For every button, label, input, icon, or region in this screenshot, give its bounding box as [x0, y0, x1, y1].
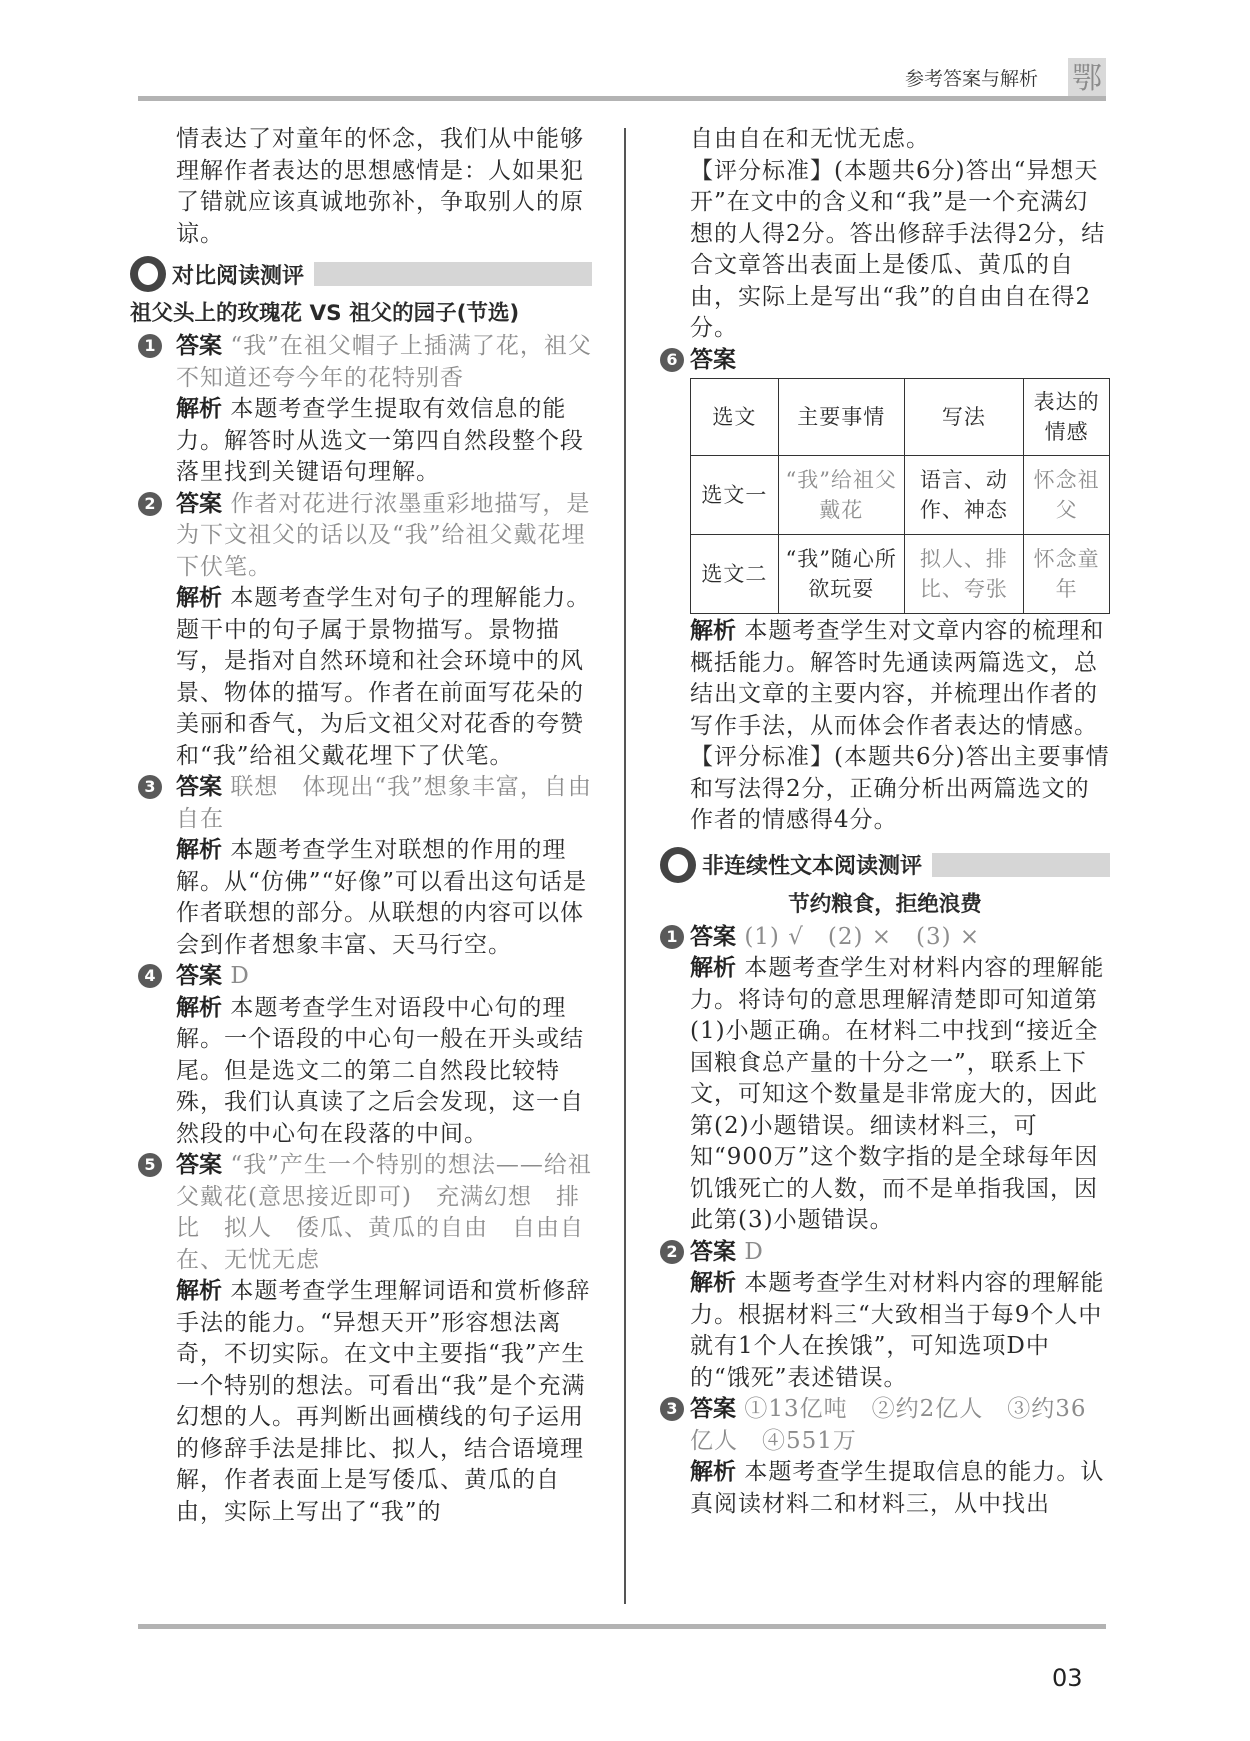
analysis-label: 解析 — [690, 955, 736, 981]
analysis-label: 解析 — [176, 396, 222, 422]
question-item — [130, 489, 592, 773]
continued-text: 自由自在和无忧无虑。 — [690, 126, 930, 152]
table-cell: 拟人、排比、夸张 — [904, 535, 1024, 614]
table-header-cell: 选文 — [691, 379, 779, 456]
answer-label: 答案 — [690, 923, 736, 950]
answer-label: 答案 — [176, 333, 222, 359]
bottom-rule — [138, 1624, 1106, 1629]
question-number: 6 — [660, 348, 684, 372]
answer-label: 答案 — [176, 963, 222, 989]
question-item — [660, 1394, 1110, 1520]
question-number: 2 — [660, 1240, 684, 1264]
answer-label: 答案 — [176, 1152, 222, 1178]
right-column — [660, 124, 1110, 1520]
question-item — [660, 922, 1110, 1237]
analysis-label: 解析 — [176, 585, 222, 611]
answer-text: D — [230, 963, 250, 989]
answer-label: 答案 — [690, 346, 736, 373]
table-header-cell: 表达的情感 — [1024, 379, 1110, 456]
answer-text: “我”在祖父帽子上插满了花，祖父不知道还夸今年的花特别香 — [176, 333, 592, 391]
analysis-text: 本题考查学生对材料内容的理解能力。根据材料三“大致相当于每9个人中就有1个人在挨饿”，可知选项D中的“饿死”表述错误。 — [690, 1270, 1105, 1391]
section-bar — [932, 853, 1110, 877]
left-column — [130, 124, 592, 1528]
answer-label: 答案 — [176, 774, 222, 800]
question-item — [660, 1237, 1110, 1395]
analysis-text: 本题考查学生对联想的作用的理解。从“仿佛”“好像”可以看出这句话是作者联想的部分。从联想的内容可以体会到作者想象丰富、天马行空。 — [176, 837, 588, 958]
question-number: 3 — [138, 775, 162, 799]
section-header-comparison — [130, 256, 592, 292]
top-rule — [138, 96, 1106, 101]
article-subtitle: 节约粮食，拒绝浪费 — [788, 891, 982, 917]
table-header-cell: 写法 — [904, 379, 1024, 456]
analysis-text: 本题考查学生对文章内容的梳理和概括能力。解答时先通读两篇选文，总结出文章的主要内容，并梳理出作者的写作手法，从而体会作者表达的情感。 — [690, 618, 1105, 739]
question-number: 5 — [138, 1153, 162, 1177]
analysis-text: 本题考查学生提取有效信息的能力。解答时从选文一第四自然段整个段落里找到关键语句理解。 — [176, 396, 584, 485]
page-number: 03 — [1052, 1664, 1083, 1692]
question-number: 4 — [138, 964, 162, 988]
answer-text: (1) √ (2) × (3) × — [744, 923, 981, 950]
question-number: 2 — [138, 492, 162, 516]
analysis-text: 本题考查学生提取信息的能力。认真阅读材料二和材料三，从中找出 — [690, 1459, 1105, 1517]
question-item — [130, 1150, 592, 1528]
section-title: 非连续性文本阅读测评 — [702, 854, 923, 879]
article-subtitle: 祖父头上的玫瑰花 VS 祖父的园子(节选) — [130, 301, 520, 326]
answer-label: 答案 — [690, 1238, 736, 1265]
reader-avatar-icon — [130, 256, 166, 292]
answer-text: “我”产生一个特别的想法——给祖父戴花(意思接近即可) 充满幻想 排比 拟人 倭瓜、黄瓜的自由 自由自在、无忧无虑 — [176, 1152, 592, 1273]
analysis-text: 本题考查学生对材料内容的理解能力。将诗句的意思理解清楚即可知道第(1)小题正确。在材料二中找到“接近全国粮食总产量的十分之一”，联系上下文，可知这个数量是非常庞大的，因此第(2)小题错误。细读材料三，可知“900万”这个数字指的是全球每年因饥饿死亡的人数，而不是单指我国，因此第(3)小题错误。 — [690, 955, 1105, 1233]
header-title: 参考答案与解析 — [905, 68, 1039, 90]
answer-text: 作者对花进行浓墨重彩地描写，是为下文祖父的话以及“我”给祖父戴花埋下伏笔。 — [176, 490, 591, 580]
table-cell: 怀念童年 — [1024, 535, 1110, 614]
section-header-noncontinuous — [660, 847, 1110, 883]
table-header-cell: 主要事情 — [778, 379, 904, 456]
answer-label: 答案 — [690, 1396, 736, 1422]
table-cell: 语言、动作、神态 — [904, 456, 1024, 535]
column-divider — [624, 128, 626, 1604]
answer-table — [690, 378, 1110, 614]
score-criteria: 【评分标准】(本题共6分)答出主要事情和写法得2分，正确分析出两篇选文的作者的情感得4分。 — [690, 744, 1110, 833]
table-cell: 选文二 — [691, 535, 779, 614]
analysis-text: 本题考查学生对句子的理解能力。题干中的句子属于景物描写。景物描写，是指对自然环境和社会环境中的风景、物体的描写。作者在前面写花朵的美丽和香气，为后文祖父对花香的夸赞和“我”给祖父戴花埋下了伏笔。 — [176, 585, 591, 769]
question-number: 1 — [660, 925, 684, 949]
question-number: 1 — [138, 334, 162, 358]
reader-avatar-icon — [660, 847, 696, 883]
answer-text: D — [744, 1238, 764, 1265]
question-item — [130, 961, 592, 1150]
table-row — [691, 535, 1110, 614]
table-cell: 怀念祖父 — [1024, 456, 1110, 535]
analysis-text: 本题考查学生对语段中心句的理解。一个语段的中心句一般在开头或结尾。但是选文二的第二自然段比较特殊，我们认真读了之后会发现，这一自然段的中心句在段落的中间。 — [176, 994, 584, 1147]
table-header-row — [691, 379, 1110, 456]
header-badge: 鄂 — [1068, 58, 1106, 100]
question-number: 3 — [660, 1397, 684, 1421]
answer-text: 联想 体现出“我”想象丰富，自由自在 — [176, 774, 592, 832]
analysis-label: 解析 — [690, 1270, 736, 1296]
section-title: 对比阅读测评 — [172, 263, 305, 289]
table-cell: 选文一 — [691, 456, 779, 535]
score-criteria: 【评分标准】(本题共6分)答出“异想天开”在文中的含义和“我”是一个充满幻想的人得2分。答出修辞手法得2分，结合文章答出表面上是倭瓜、黄瓜的自由，实际上是写出“我”的自由自在得2分。 — [690, 157, 1106, 341]
table-cell: “我”随心所欲玩耍 — [778, 535, 904, 614]
analysis-label: 解析 — [690, 618, 736, 644]
analysis-label: 解析 — [690, 1459, 736, 1485]
table-row — [691, 456, 1110, 535]
analysis-text: 本题考查学生理解词语和赏析修辞手法的能力。“异想天开”形容想法离奇，不切实际。在文中主要指“我”产生一个特别的想法。可看出“我”是个充满幻想的人。再判断出画横线的句子运用的修辞手法是排比、拟人，结合语境理解，作者表面上是写倭瓜、黄瓜的自由，实际上写出了“我”的 — [176, 1278, 591, 1525]
intro-paragraph: 情表达了对童年的怀念，我们从中能够理解作者表达的思想感情是：人如果犯了错就应该真诚地弥补，争取别人的原谅。 — [176, 126, 584, 247]
answer-label: 答案 — [176, 490, 222, 517]
question-item — [130, 331, 592, 489]
analysis-label: 解析 — [176, 1278, 222, 1304]
answer-text: ①13亿吨 ②约2亿人 ③约36亿人 ④551万 — [690, 1396, 1087, 1454]
table-cell: “我”给祖父戴花 — [778, 456, 904, 535]
question-item — [130, 772, 592, 961]
question-item — [660, 345, 1110, 377]
analysis-label: 解析 — [176, 994, 222, 1021]
section-bar — [314, 262, 592, 286]
analysis-label: 解析 — [176, 837, 222, 863]
